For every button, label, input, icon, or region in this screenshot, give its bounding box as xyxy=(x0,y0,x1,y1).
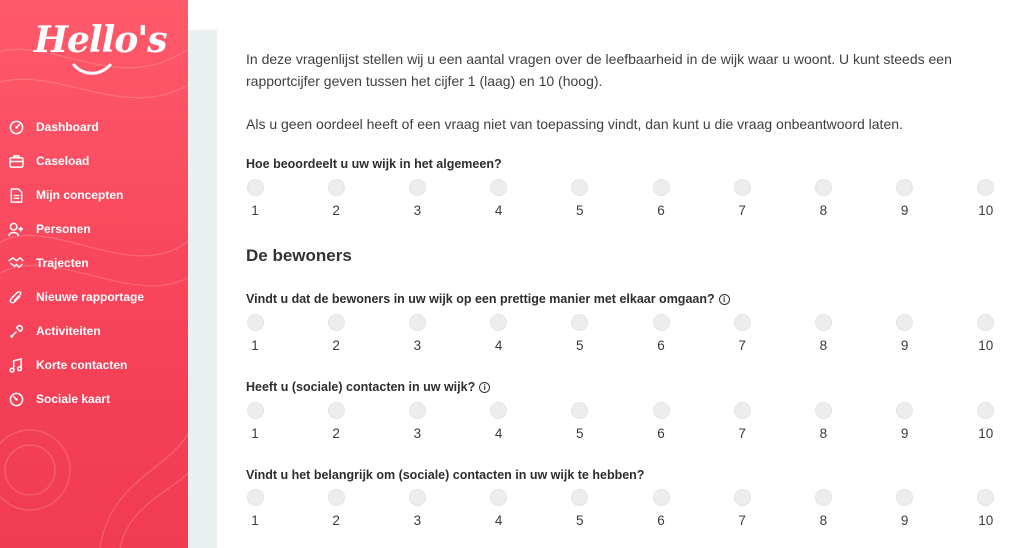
rating-radio[interactable] xyxy=(977,179,994,196)
rating-number: 3 xyxy=(413,513,422,528)
rating-radio[interactable] xyxy=(734,179,751,196)
rating-radio[interactable] xyxy=(815,489,832,506)
sidebar xyxy=(0,0,188,548)
rating-option[interactable] xyxy=(893,179,917,218)
sidebar-item-personen[interactable] xyxy=(0,212,188,246)
rating-option[interactable] xyxy=(243,314,267,353)
question-text: Heeft u (sociale) contacten in uw wijk? xyxy=(246,380,476,394)
tools-icon xyxy=(7,322,25,340)
rating-option[interactable] xyxy=(568,179,592,218)
rating-option[interactable] xyxy=(811,489,835,528)
rating-radio[interactable] xyxy=(409,314,426,331)
rating-option[interactable] xyxy=(487,402,511,441)
sidebar-item-korte-contacten[interactable] xyxy=(0,348,188,382)
rating-number: 10 xyxy=(978,426,994,441)
rating-radio[interactable] xyxy=(653,314,670,331)
section-title: De bewoners xyxy=(246,246,352,265)
rating-option[interactable] xyxy=(811,179,835,218)
rating-number: 5 xyxy=(576,203,584,218)
rating-number: 4 xyxy=(494,203,503,218)
handshake-icon xyxy=(7,254,25,272)
question-label xyxy=(246,380,490,394)
intro-text: In deze vragenlijst stellen wij u een aantal vragen over de leefbaarheid in de wijk waar u woont. U kunt steeds een rapportcijfer geven tussen het cijfer 1 (laag) en 10 (hoog). xyxy=(246,51,952,89)
rating-option[interactable] xyxy=(974,402,998,441)
rating-scale xyxy=(246,314,996,354)
question-text: Vindt u het belangrijk om (sociale) contacten in uw wijk te hebben? xyxy=(246,468,645,482)
sidebar-item-label: Mijn concepten xyxy=(36,188,124,202)
rating-option[interactable] xyxy=(243,402,267,441)
rating-number: 8 xyxy=(819,426,828,441)
rating-number: 1 xyxy=(251,513,259,528)
rating-number: 8 xyxy=(819,513,828,528)
sidebar-item-dashboard[interactable] xyxy=(0,110,188,144)
rating-radio[interactable] xyxy=(734,489,751,506)
rating-option[interactable] xyxy=(811,402,835,441)
rating-option[interactable] xyxy=(568,402,592,441)
rating-option[interactable] xyxy=(974,179,998,218)
rating-radio[interactable] xyxy=(977,402,994,419)
sidebar-item-label: Activiteiten xyxy=(36,324,101,338)
rating-radio[interactable] xyxy=(247,489,264,506)
rating-option[interactable] xyxy=(324,402,348,441)
rating-radio[interactable] xyxy=(815,402,832,419)
rating-radio[interactable] xyxy=(490,314,507,331)
rating-number: 7 xyxy=(738,426,746,441)
sidebar-item-label: Sociale kaart xyxy=(36,392,111,406)
rating-radio[interactable] xyxy=(896,179,913,196)
rating-radio[interactable] xyxy=(571,402,588,419)
rating-radio[interactable] xyxy=(490,402,507,419)
rating-option[interactable] xyxy=(974,489,998,528)
rating-option[interactable] xyxy=(893,402,917,441)
rating-option[interactable] xyxy=(649,489,673,528)
rating-option[interactable] xyxy=(649,314,673,353)
rating-option[interactable] xyxy=(730,402,754,441)
rating-number: 10 xyxy=(978,203,994,218)
rating-number: 1 xyxy=(251,426,259,441)
rating-scale xyxy=(246,179,996,219)
rating-radio[interactable] xyxy=(247,314,264,331)
question-label xyxy=(246,468,644,482)
rating-option[interactable] xyxy=(487,179,511,218)
rating-option[interactable] xyxy=(649,179,673,218)
rating-number: 5 xyxy=(576,338,584,353)
intro-note: Als u geen oordeel heeft of een vraag niet van toepassing vindt, dan kunt u die vraag onbeantwoord laten. xyxy=(246,116,903,132)
sidebar-item-label: Dashboard xyxy=(36,120,99,134)
sidebar-nav xyxy=(0,110,188,416)
rating-option[interactable] xyxy=(811,314,835,353)
logo-text: Hello's xyxy=(34,19,167,61)
rating-option[interactable] xyxy=(893,489,917,528)
sidebar-item-caseload[interactable] xyxy=(0,144,188,178)
rating-number: 2 xyxy=(332,513,340,528)
rating-option[interactable] xyxy=(568,489,592,528)
rating-radio[interactable] xyxy=(977,314,994,331)
rating-radio[interactable] xyxy=(896,402,913,419)
rating-option[interactable] xyxy=(649,402,673,441)
rating-number: 3 xyxy=(413,338,422,353)
sidebar-item-label: Personen xyxy=(36,222,91,236)
rating-option[interactable] xyxy=(324,179,348,218)
rating-radio[interactable] xyxy=(409,489,426,506)
rating-radio[interactable] xyxy=(571,179,588,196)
rating-number: 9 xyxy=(900,513,909,528)
question-text: Vindt u dat de bewoners in uw wijk op een prettige manier met elkaar omgaan? xyxy=(246,292,715,306)
rating-option[interactable] xyxy=(893,314,917,353)
rating-radio[interactable] xyxy=(328,314,345,331)
rating-scale xyxy=(246,402,996,442)
rating-option[interactable] xyxy=(324,489,348,528)
rating-number: 6 xyxy=(657,513,665,528)
rating-radio[interactable] xyxy=(409,402,426,419)
rating-number: 6 xyxy=(657,426,665,441)
intro-block xyxy=(246,48,996,135)
rating-number: 7 xyxy=(738,203,746,218)
rating-number: 2 xyxy=(332,338,340,353)
rating-radio[interactable] xyxy=(328,402,345,419)
rating-number: 9 xyxy=(900,203,909,218)
rating-option[interactable] xyxy=(405,489,429,528)
music-note-icon xyxy=(7,356,25,374)
info-icon[interactable]: i xyxy=(719,294,730,305)
sidebar-item-nieuwe-rapportage[interactable] xyxy=(0,280,188,314)
rating-option[interactable] xyxy=(730,179,754,218)
rating-scale xyxy=(246,489,996,529)
rating-radio[interactable] xyxy=(247,179,264,196)
rating-number: 5 xyxy=(576,426,584,441)
rating-radio[interactable] xyxy=(571,314,588,331)
rating-number: 8 xyxy=(819,203,828,218)
rating-option[interactable] xyxy=(405,179,429,218)
rating-radio[interactable] xyxy=(490,489,507,506)
rating-option[interactable] xyxy=(243,489,267,528)
sidebar-item-activiteiten[interactable] xyxy=(0,314,188,348)
rating-option[interactable] xyxy=(568,314,592,353)
sidebar-item-label: Nieuwe rapportage xyxy=(36,290,145,304)
rating-number: 4 xyxy=(494,338,503,353)
rating-number: 1 xyxy=(251,203,259,218)
document-icon xyxy=(7,186,25,204)
sidebar-item-label: Trajecten xyxy=(36,256,89,270)
rating-radio[interactable] xyxy=(653,179,670,196)
content-gutter-top xyxy=(188,0,217,30)
rating-radio[interactable] xyxy=(734,314,751,331)
rating-radio[interactable] xyxy=(247,402,264,419)
rating-option[interactable] xyxy=(405,314,429,353)
rating-option[interactable] xyxy=(730,489,754,528)
sidebar-item-trajecten[interactable] xyxy=(0,246,188,280)
logo[interactable] xyxy=(34,14,167,80)
rating-radio[interactable] xyxy=(328,179,345,196)
rating-option[interactable] xyxy=(243,179,267,218)
sidebar-item-sociale-kaart[interactable] xyxy=(0,382,188,416)
rating-radio[interactable] xyxy=(490,179,507,196)
rating-number: 6 xyxy=(657,338,665,353)
rating-number: 6 xyxy=(657,203,665,218)
rating-number: 3 xyxy=(413,203,422,218)
rating-radio[interactable] xyxy=(896,314,913,331)
paperclip-icon xyxy=(7,288,25,306)
question-label xyxy=(246,157,502,171)
rating-radio[interactable] xyxy=(328,489,345,506)
rating-number: 3 xyxy=(413,426,422,441)
info-icon[interactable]: i xyxy=(479,382,490,393)
person-add-icon xyxy=(7,220,25,238)
rating-number: 5 xyxy=(576,513,584,528)
rating-radio[interactable] xyxy=(571,489,588,506)
content-gutter xyxy=(188,0,217,548)
sidebar-item-label: Caseload xyxy=(36,154,90,168)
sidebar-item-mijn-concepten[interactable] xyxy=(0,178,188,212)
rating-radio[interactable] xyxy=(653,402,670,419)
rating-number: 9 xyxy=(900,338,909,353)
rating-number: 10 xyxy=(978,338,994,353)
rating-radio[interactable] xyxy=(409,179,426,196)
rating-option[interactable] xyxy=(487,489,511,528)
dashboard-icon xyxy=(7,118,25,136)
rating-number: 2 xyxy=(332,203,340,218)
sidebar-item-label: Korte contacten xyxy=(36,358,128,372)
rating-radio[interactable] xyxy=(896,489,913,506)
question-label xyxy=(246,292,730,306)
briefcase-icon xyxy=(7,152,25,170)
rating-number: 8 xyxy=(819,338,828,353)
logo-smile-icon xyxy=(72,62,112,76)
rating-radio[interactable] xyxy=(653,489,670,506)
rating-number: 10 xyxy=(978,513,994,528)
question-text: Hoe beoordeelt u uw wijk in het algemeen? xyxy=(246,157,502,171)
rating-number: 4 xyxy=(494,513,503,528)
rating-option[interactable] xyxy=(974,314,998,353)
rating-number: 1 xyxy=(251,338,259,353)
rating-option[interactable] xyxy=(487,314,511,353)
rating-number: 7 xyxy=(738,338,746,353)
rating-number: 7 xyxy=(738,513,746,528)
map-gauge-icon xyxy=(7,390,25,408)
rating-number: 9 xyxy=(900,426,909,441)
rating-option[interactable] xyxy=(324,314,348,353)
rating-option[interactable] xyxy=(405,402,429,441)
rating-radio[interactable] xyxy=(815,314,832,331)
rating-option[interactable] xyxy=(730,314,754,353)
rating-radio[interactable] xyxy=(734,402,751,419)
rating-radio[interactable] xyxy=(815,179,832,196)
rating-number: 2 xyxy=(332,426,340,441)
rating-number: 4 xyxy=(494,426,503,441)
rating-radio[interactable] xyxy=(977,489,994,506)
